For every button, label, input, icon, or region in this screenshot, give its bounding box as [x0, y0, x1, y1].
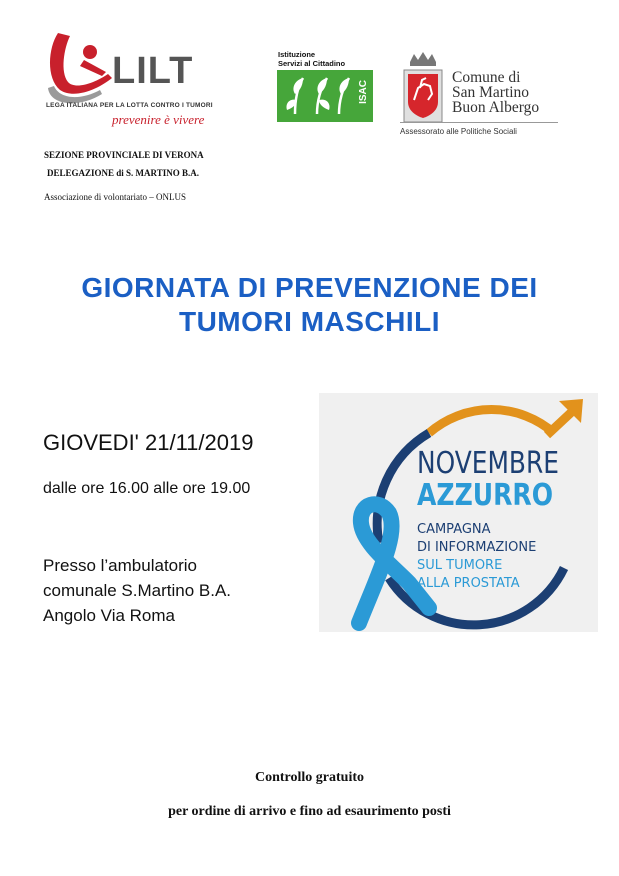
comune-name: [452, 70, 539, 115]
isac-logo: [277, 70, 373, 122]
campaign-line4: ALLA PROSTATA: [417, 576, 520, 591]
comune-office: Assessorato alle Politiche Sociali: [400, 127, 517, 136]
venue-line1: Presso l’ambulatorio: [43, 556, 198, 575]
isac-title-line2: Servizi al Cittadino: [278, 59, 346, 68]
campaign-word2: AZZURRO: [417, 478, 553, 513]
venue-line3: Angolo Via Roma: [43, 606, 175, 625]
comune-divider: [400, 122, 558, 123]
event-date: GIOVEDI' 21/11/2019: [43, 430, 254, 455]
lilt-full-name: LEGA ITALIANA PER LA LOTTA CONTRO I TUMORI: [46, 102, 213, 109]
venue-line2: comunale S.Martino B.A.: [43, 581, 232, 600]
isac-leaves-icon: [281, 70, 361, 122]
lilt-wordmark: LILT: [112, 50, 194, 92]
isac-title: [278, 50, 345, 68]
campaign-line1: CAMPAGNA: [417, 522, 491, 537]
event-hours: dalle ore 16.00 alle ore 19.00: [43, 480, 251, 497]
delegation-name: DELEGAZIONE di S. MARTINO B.A.: [47, 168, 199, 178]
footer-line2: per ordine di arrivo e fino ad esaurimento posti: [168, 804, 451, 819]
comune-line3: Buon Albergo: [452, 99, 540, 116]
campaign-line3: SUL TUMORE: [417, 558, 503, 573]
campaign-word1: NOVEMBRE: [417, 446, 559, 481]
campaign-image: [319, 393, 598, 632]
association-type: Associazione di volontariato – ONLUS: [44, 192, 186, 202]
campaign-orange-arc: [429, 410, 554, 433]
title-line2: TUMORI MASCHILI: [178, 306, 441, 337]
section-name: SEZIONE PROVINCIALE DI VERONA: [44, 150, 204, 160]
comune-line1: Comune di: [452, 69, 521, 86]
isac-acronym: ISAC: [358, 80, 369, 104]
comune-coat-of-arms-icon: [400, 52, 446, 124]
title-line1: GIORNATA DI PREVENZIONE DEI: [81, 272, 538, 303]
footer-line1: Controllo gratuito: [254, 770, 364, 785]
isac-title-line1: Istituzione: [278, 50, 316, 59]
lilt-slogan: prevenire è vivere: [112, 112, 205, 127]
campaign-line2: DI INFORMAZIONE: [417, 540, 537, 555]
comune-line2: San Martino: [452, 84, 530, 101]
